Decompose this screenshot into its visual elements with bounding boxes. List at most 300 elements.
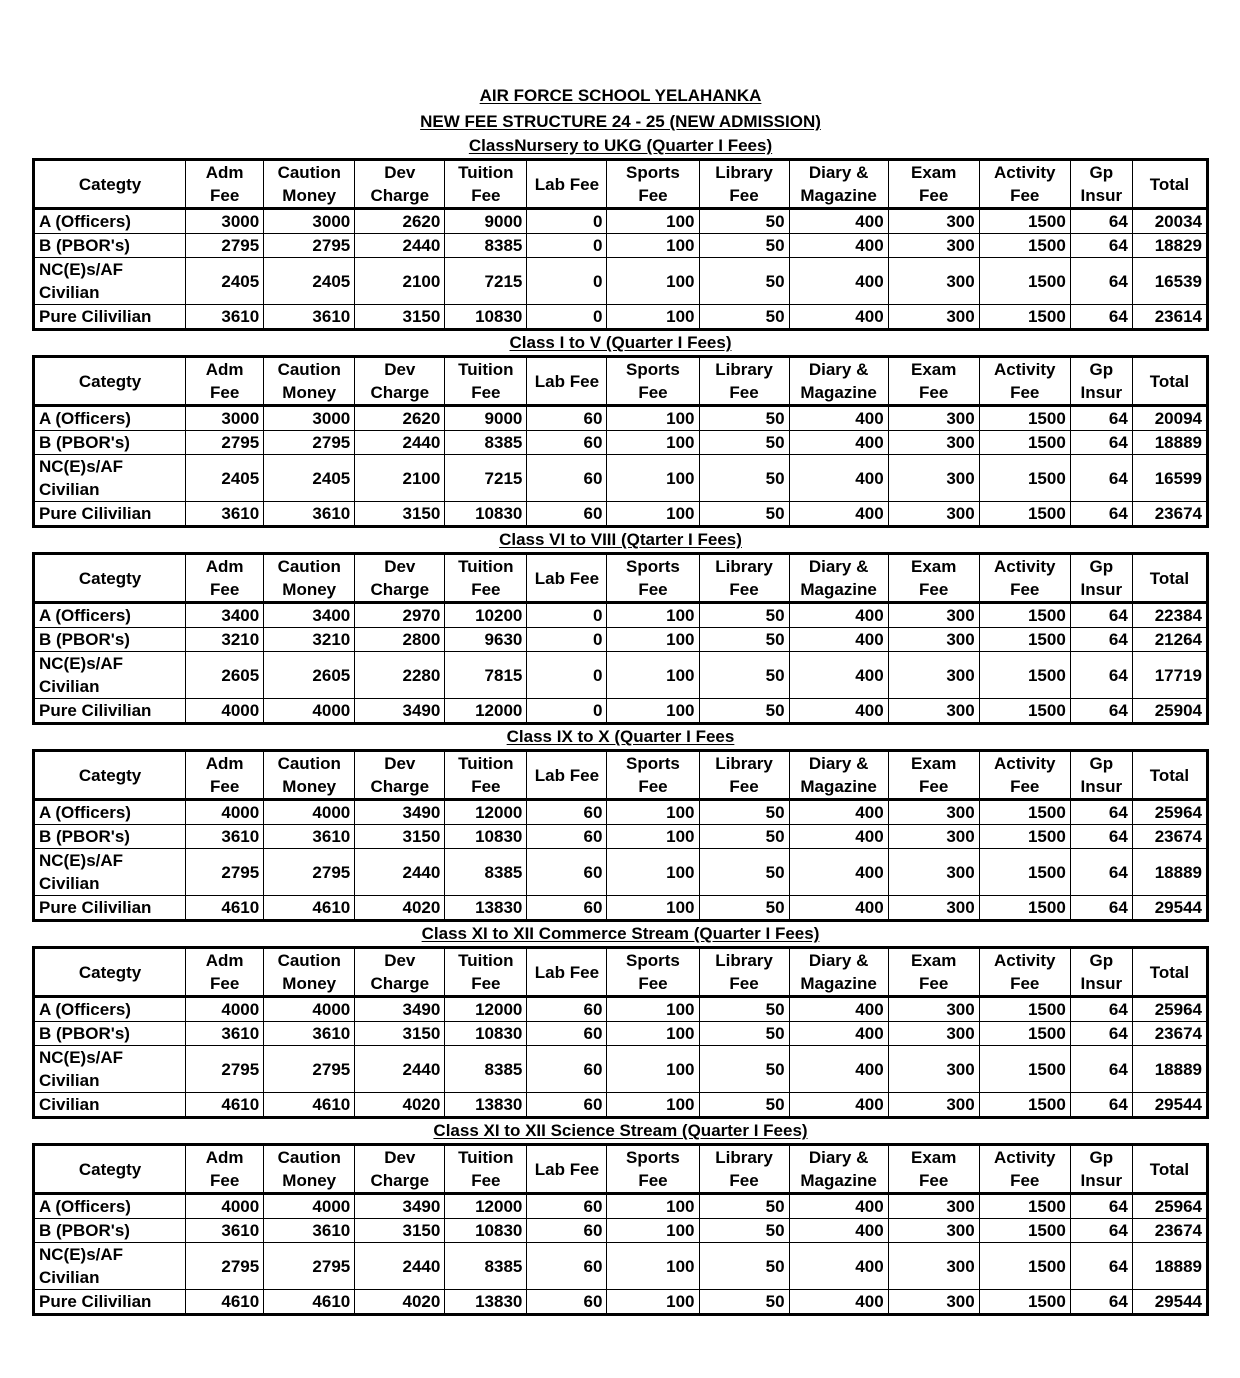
- fee-cell: 64: [1070, 849, 1132, 896]
- fee-cell: 2800: [355, 628, 445, 652]
- fee-cell: 50: [699, 455, 789, 502]
- column-header: Lab Fee: [527, 554, 607, 603]
- fee-cell: 23674: [1132, 1022, 1207, 1046]
- fee-cell: 300: [888, 305, 979, 330]
- fee-cell: 13830: [445, 1290, 527, 1315]
- category-cell: B (PBOR's): [34, 628, 186, 652]
- fee-cell: 10830: [445, 1022, 527, 1046]
- fee-cell: 100: [607, 652, 699, 699]
- fee-cell: 400: [789, 849, 888, 896]
- fee-cell: 60: [527, 406, 607, 431]
- fee-cell: 2100: [355, 258, 445, 305]
- fee-cell: 1500: [979, 628, 1070, 652]
- fee-cell: 18889: [1132, 431, 1207, 455]
- fee-cell: 300: [888, 502, 979, 527]
- fee-cell: 3000: [264, 406, 355, 431]
- fee-cell: 4000: [264, 800, 355, 825]
- fee-cell: 400: [789, 997, 888, 1022]
- fee-cell: 3610: [186, 1022, 264, 1046]
- fee-cell: 8385: [445, 431, 527, 455]
- fee-cell: 3490: [355, 997, 445, 1022]
- fee-cell: 22384: [1132, 603, 1207, 628]
- fee-cell: 3490: [355, 699, 445, 724]
- fee-cell: 4000: [264, 997, 355, 1022]
- fee-cell: 50: [699, 628, 789, 652]
- column-header: Library Fee: [699, 160, 789, 209]
- table-row: [34, 1046, 1208, 1093]
- fee-cell: 1500: [979, 1290, 1070, 1315]
- fee-cell: 100: [607, 800, 699, 825]
- fee-cell: 60: [527, 455, 607, 502]
- category-cell: NC(E)s/AF Civilian: [34, 652, 186, 699]
- fee-cell: 3000: [186, 406, 264, 431]
- fee-cell: 400: [789, 1194, 888, 1219]
- fee-cell: 0: [527, 234, 607, 258]
- fee-cell: 64: [1070, 1022, 1132, 1046]
- fee-cell: 3000: [186, 209, 264, 234]
- column-header: Diary & Magazine: [789, 554, 888, 603]
- fee-cell: 1500: [979, 234, 1070, 258]
- column-header: Library Fee: [699, 554, 789, 603]
- fee-cell: 300: [888, 234, 979, 258]
- fee-table: [32, 749, 1209, 922]
- fee-cell: 100: [607, 1219, 699, 1243]
- fee-cell: 2795: [264, 431, 355, 455]
- fee-cell: 7815: [445, 652, 527, 699]
- fee-cell: 8385: [445, 1243, 527, 1290]
- fee-cell: 1500: [979, 1046, 1070, 1093]
- column-header: Library Fee: [699, 751, 789, 800]
- section-title: [32, 725, 1209, 749]
- section-title: [32, 331, 1209, 355]
- fee-cell: 4610: [186, 1093, 264, 1118]
- table-row: [34, 997, 1208, 1022]
- column-header: Caution Money: [264, 1145, 355, 1194]
- category-cell: B (PBOR's): [34, 825, 186, 849]
- fee-cell: 18889: [1132, 1046, 1207, 1093]
- column-header: Adm Fee: [186, 554, 264, 603]
- fee-cell: 2795: [186, 431, 264, 455]
- fee-cell: 400: [789, 652, 888, 699]
- fee-cell: 100: [607, 1022, 699, 1046]
- fee-cell: 3150: [355, 1022, 445, 1046]
- fee-cell: 3150: [355, 305, 445, 330]
- category-cell: Pure Cilivilian: [34, 699, 186, 724]
- column-header: Lab Fee: [527, 1145, 607, 1194]
- fee-cell: 29544: [1132, 1290, 1207, 1315]
- column-header: Gp Insur: [1070, 751, 1132, 800]
- table-row: [34, 502, 1208, 527]
- category-cell: B (PBOR's): [34, 234, 186, 258]
- fee-cell: 4000: [186, 1194, 264, 1219]
- fee-cell: 100: [607, 258, 699, 305]
- fee-cell: 2620: [355, 406, 445, 431]
- fee-cell: 0: [527, 652, 607, 699]
- fee-cell: 13830: [445, 1093, 527, 1118]
- fee-cell: 100: [607, 1194, 699, 1219]
- fee-cell: 2795: [264, 849, 355, 896]
- fee-cell: 50: [699, 849, 789, 896]
- fee-cell: 100: [607, 406, 699, 431]
- column-header: Caution Money: [264, 160, 355, 209]
- fee-cell: 3400: [186, 603, 264, 628]
- fee-cell: 100: [607, 849, 699, 896]
- fee-cell: 300: [888, 652, 979, 699]
- category-cell: B (PBOR's): [34, 431, 186, 455]
- column-header: Gp Insur: [1070, 1145, 1132, 1194]
- fee-cell: 400: [789, 431, 888, 455]
- fee-cell: 1500: [979, 431, 1070, 455]
- fee-cell: 64: [1070, 1194, 1132, 1219]
- fee-cell: 3400: [264, 603, 355, 628]
- column-header: Lab Fee: [527, 948, 607, 997]
- section-title-text: Class IX to X (Quarter I Fees: [506, 727, 735, 746]
- fee-cell: 50: [699, 699, 789, 724]
- fee-cell: 64: [1070, 603, 1132, 628]
- column-header: Gp Insur: [1070, 948, 1132, 997]
- fee-cell: 2440: [355, 1243, 445, 1290]
- table-row: [34, 896, 1208, 921]
- fee-cell: 50: [699, 1093, 789, 1118]
- fee-cell: 400: [789, 800, 888, 825]
- fee-cell: 100: [607, 431, 699, 455]
- fee-cell: 3610: [186, 305, 264, 330]
- section-title: [32, 134, 1209, 158]
- fee-cell: 100: [607, 603, 699, 628]
- fee-cell: 1500: [979, 258, 1070, 305]
- fee-cell: 60: [527, 1093, 607, 1118]
- section-title-text: ClassNursery to UKG (Quarter I Fees): [468, 136, 773, 155]
- fee-cell: 10830: [445, 502, 527, 527]
- fee-table: [32, 1143, 1209, 1316]
- fee-cell: 50: [699, 502, 789, 527]
- fee-cell: 0: [527, 258, 607, 305]
- fee-cell: 60: [527, 1290, 607, 1315]
- fee-cell: 400: [789, 305, 888, 330]
- fee-cell: 21264: [1132, 628, 1207, 652]
- fee-cell: 3150: [355, 825, 445, 849]
- fee-cell: 300: [888, 258, 979, 305]
- fee-cell: 3210: [264, 628, 355, 652]
- fee-cell: 12000: [445, 997, 527, 1022]
- fee-cell: 300: [888, 1290, 979, 1315]
- fee-cell: 400: [789, 699, 888, 724]
- fee-cell: 400: [789, 1093, 888, 1118]
- fee-cell: 400: [789, 1022, 888, 1046]
- column-header: Tuition Fee: [445, 751, 527, 800]
- fee-cell: 3490: [355, 800, 445, 825]
- fee-cell: 2440: [355, 849, 445, 896]
- fee-cell: 64: [1070, 628, 1132, 652]
- table-row: [34, 455, 1208, 502]
- column-header: Adm Fee: [186, 357, 264, 406]
- table-header-row: [34, 1145, 1208, 1194]
- fee-cell: 100: [607, 896, 699, 921]
- fee-cell: 50: [699, 431, 789, 455]
- fee-cell: 300: [888, 431, 979, 455]
- table-row: [34, 431, 1208, 455]
- fee-cell: 60: [527, 1194, 607, 1219]
- fee-cell: 0: [527, 209, 607, 234]
- column-header: Total: [1132, 554, 1207, 603]
- fee-cell: 4610: [264, 896, 355, 921]
- fee-cell: 64: [1070, 209, 1132, 234]
- fee-cell: 2795: [264, 1243, 355, 1290]
- fee-cell: 50: [699, 1243, 789, 1290]
- column-header: Caution Money: [264, 948, 355, 997]
- fee-cell: 300: [888, 603, 979, 628]
- fee-cell: 23674: [1132, 825, 1207, 849]
- column-header: Categty: [34, 1145, 186, 1194]
- fee-cell: 300: [888, 1243, 979, 1290]
- fee-cell: 4610: [186, 896, 264, 921]
- fee-cell: 4000: [264, 1194, 355, 1219]
- fee-cell: 12000: [445, 699, 527, 724]
- column-header: Lab Fee: [527, 357, 607, 406]
- fee-cell: 400: [789, 1243, 888, 1290]
- fee-sections: [32, 134, 1209, 1316]
- fee-cell: 2795: [264, 234, 355, 258]
- fee-cell: 1500: [979, 1194, 1070, 1219]
- table-row: [34, 234, 1208, 258]
- section-title: [32, 1119, 1209, 1143]
- fee-cell: 2405: [264, 258, 355, 305]
- fee-cell: 2795: [264, 1046, 355, 1093]
- fee-cell: 25904: [1132, 699, 1207, 724]
- fee-cell: 3610: [264, 1022, 355, 1046]
- column-header: Categty: [34, 948, 186, 997]
- column-header: Lab Fee: [527, 751, 607, 800]
- column-header: Activity Fee: [979, 751, 1070, 800]
- fee-cell: 3610: [186, 502, 264, 527]
- column-header: Exam Fee: [888, 1145, 979, 1194]
- fee-cell: 1500: [979, 997, 1070, 1022]
- fee-cell: 10200: [445, 603, 527, 628]
- fee-cell: 3150: [355, 1219, 445, 1243]
- fee-cell: 300: [888, 849, 979, 896]
- table-header-row: [34, 357, 1208, 406]
- fee-cell: 4610: [186, 1290, 264, 1315]
- category-cell: B (PBOR's): [34, 1022, 186, 1046]
- category-cell: B (PBOR's): [34, 1219, 186, 1243]
- section-title-text: Class XI to XII Commerce Stream (Quarter I Fees): [421, 924, 820, 943]
- fee-cell: 4000: [186, 800, 264, 825]
- column-header: Total: [1132, 751, 1207, 800]
- column-header: Categty: [34, 160, 186, 209]
- column-header: Tuition Fee: [445, 357, 527, 406]
- table-header-row: [34, 160, 1208, 209]
- table-row: [34, 800, 1208, 825]
- fee-cell: 400: [789, 1219, 888, 1243]
- column-header: Activity Fee: [979, 554, 1070, 603]
- fee-cell: 50: [699, 825, 789, 849]
- fee-cell: 1500: [979, 896, 1070, 921]
- table-row: [34, 258, 1208, 305]
- subtitle-text: NEW FEE STRUCTURE 24 - 25 (NEW ADMISSION): [420, 111, 821, 131]
- fee-cell: 0: [527, 305, 607, 330]
- fee-cell: 10830: [445, 1219, 527, 1243]
- fee-cell: 64: [1070, 234, 1132, 258]
- fee-cell: 50: [699, 1046, 789, 1093]
- fee-cell: 1500: [979, 209, 1070, 234]
- category-cell: NC(E)s/AF Civilian: [34, 258, 186, 305]
- fee-cell: 10830: [445, 305, 527, 330]
- fee-cell: 18889: [1132, 1243, 1207, 1290]
- column-header: Dev Charge: [355, 948, 445, 997]
- column-header: Activity Fee: [979, 1145, 1070, 1194]
- fee-document: [32, 82, 1209, 1316]
- table-row: [34, 209, 1208, 234]
- fee-cell: 400: [789, 258, 888, 305]
- fee-cell: 100: [607, 825, 699, 849]
- category-cell: NC(E)s/AF Civilian: [34, 849, 186, 896]
- fee-cell: 9630: [445, 628, 527, 652]
- fee-cell: 3610: [186, 825, 264, 849]
- category-cell: NC(E)s/AF Civilian: [34, 1046, 186, 1093]
- fee-cell: 2405: [186, 455, 264, 502]
- fee-cell: 18889: [1132, 849, 1207, 896]
- fee-cell: 4020: [355, 1093, 445, 1118]
- column-header: Exam Fee: [888, 751, 979, 800]
- fee-cell: 64: [1070, 1219, 1132, 1243]
- fee-cell: 100: [607, 502, 699, 527]
- fee-cell: 50: [699, 997, 789, 1022]
- column-header: Exam Fee: [888, 948, 979, 997]
- fee-cell: 60: [527, 1022, 607, 1046]
- column-header: Activity Fee: [979, 160, 1070, 209]
- fee-cell: 2100: [355, 455, 445, 502]
- fee-cell: 400: [789, 628, 888, 652]
- fee-cell: 60: [527, 896, 607, 921]
- column-header: Categty: [34, 554, 186, 603]
- fee-cell: 64: [1070, 258, 1132, 305]
- fee-cell: 100: [607, 455, 699, 502]
- fee-cell: 300: [888, 800, 979, 825]
- fee-cell: 300: [888, 1093, 979, 1118]
- school-title: [32, 82, 1209, 108]
- fee-cell: 25964: [1132, 997, 1207, 1022]
- category-cell: A (Officers): [34, 997, 186, 1022]
- fee-cell: 4610: [264, 1093, 355, 1118]
- fee-cell: 300: [888, 896, 979, 921]
- fee-cell: 1500: [979, 1243, 1070, 1290]
- fee-table: [32, 355, 1209, 528]
- column-header: Sports Fee: [607, 554, 699, 603]
- fee-cell: 50: [699, 800, 789, 825]
- fee-cell: 400: [789, 406, 888, 431]
- column-header: Adm Fee: [186, 160, 264, 209]
- category-cell: Pure Cilivilian: [34, 502, 186, 527]
- fee-cell: 4000: [186, 699, 264, 724]
- fee-cell: 50: [699, 406, 789, 431]
- fee-cell: 64: [1070, 502, 1132, 527]
- fee-cell: 60: [527, 997, 607, 1022]
- fee-cell: 100: [607, 234, 699, 258]
- table-row: [34, 406, 1208, 431]
- section-title-text: Class VI to VIII (Qtarter I Fees): [499, 530, 742, 549]
- fee-cell: 2970: [355, 603, 445, 628]
- column-header: Dev Charge: [355, 1145, 445, 1194]
- fee-cell: 23674: [1132, 1219, 1207, 1243]
- fee-cell: 9000: [445, 406, 527, 431]
- fee-cell: 0: [527, 699, 607, 724]
- fee-cell: 4020: [355, 896, 445, 921]
- fee-cell: 60: [527, 1046, 607, 1093]
- fee-cell: 400: [789, 1290, 888, 1315]
- fee-cell: 8385: [445, 234, 527, 258]
- fee-cell: 3610: [264, 305, 355, 330]
- column-header: Adm Fee: [186, 948, 264, 997]
- column-header: Library Fee: [699, 948, 789, 997]
- fee-cell: 1500: [979, 406, 1070, 431]
- fee-cell: 2620: [355, 209, 445, 234]
- table-row: [34, 1243, 1208, 1290]
- column-header: Diary & Magazine: [789, 1145, 888, 1194]
- fee-cell: 60: [527, 1219, 607, 1243]
- table-row: [34, 1194, 1208, 1219]
- table-header-row: [34, 554, 1208, 603]
- column-header: Sports Fee: [607, 357, 699, 406]
- fee-cell: 1500: [979, 825, 1070, 849]
- fee-cell: 3490: [355, 1194, 445, 1219]
- fee-cell: 50: [699, 234, 789, 258]
- column-header: Dev Charge: [355, 357, 445, 406]
- fee-cell: 2405: [264, 455, 355, 502]
- fee-cell: 18829: [1132, 234, 1207, 258]
- section-title: [32, 528, 1209, 552]
- fee-cell: 64: [1070, 455, 1132, 502]
- column-header: Tuition Fee: [445, 554, 527, 603]
- category-cell: NC(E)s/AF Civilian: [34, 1243, 186, 1290]
- column-header: Library Fee: [699, 1145, 789, 1194]
- column-header: Exam Fee: [888, 357, 979, 406]
- fee-cell: 50: [699, 896, 789, 921]
- category-cell: Pure Cilivilian: [34, 896, 186, 921]
- fee-cell: 7215: [445, 455, 527, 502]
- fee-cell: 1500: [979, 305, 1070, 330]
- section-title-text: Class XI to XII Science Stream (Quarter I Fees): [433, 1121, 808, 1140]
- fee-cell: 50: [699, 1219, 789, 1243]
- table-header-row: [34, 751, 1208, 800]
- table-row: [34, 1093, 1208, 1118]
- table-row: [34, 1022, 1208, 1046]
- fee-cell: 8385: [445, 849, 527, 896]
- category-cell: Civilian: [34, 1093, 186, 1118]
- fee-cell: 12000: [445, 1194, 527, 1219]
- fee-cell: 400: [789, 896, 888, 921]
- column-header: Tuition Fee: [445, 948, 527, 997]
- table-row: [34, 628, 1208, 652]
- fee-cell: 17719: [1132, 652, 1207, 699]
- fee-structure-subtitle: [32, 108, 1209, 134]
- column-header: Sports Fee: [607, 948, 699, 997]
- table-row: [34, 652, 1208, 699]
- fee-cell: 50: [699, 1022, 789, 1046]
- fee-cell: 3610: [186, 1219, 264, 1243]
- column-header: Total: [1132, 948, 1207, 997]
- fee-cell: 64: [1070, 699, 1132, 724]
- fee-cell: 100: [607, 305, 699, 330]
- fee-cell: 2405: [186, 258, 264, 305]
- fee-cell: 60: [527, 849, 607, 896]
- table-header-row: [34, 948, 1208, 997]
- table-row: [34, 849, 1208, 896]
- table-row: [34, 603, 1208, 628]
- fee-cell: 100: [607, 1093, 699, 1118]
- fee-cell: 100: [607, 628, 699, 652]
- fee-cell: 3000: [264, 209, 355, 234]
- fee-table: [32, 946, 1209, 1119]
